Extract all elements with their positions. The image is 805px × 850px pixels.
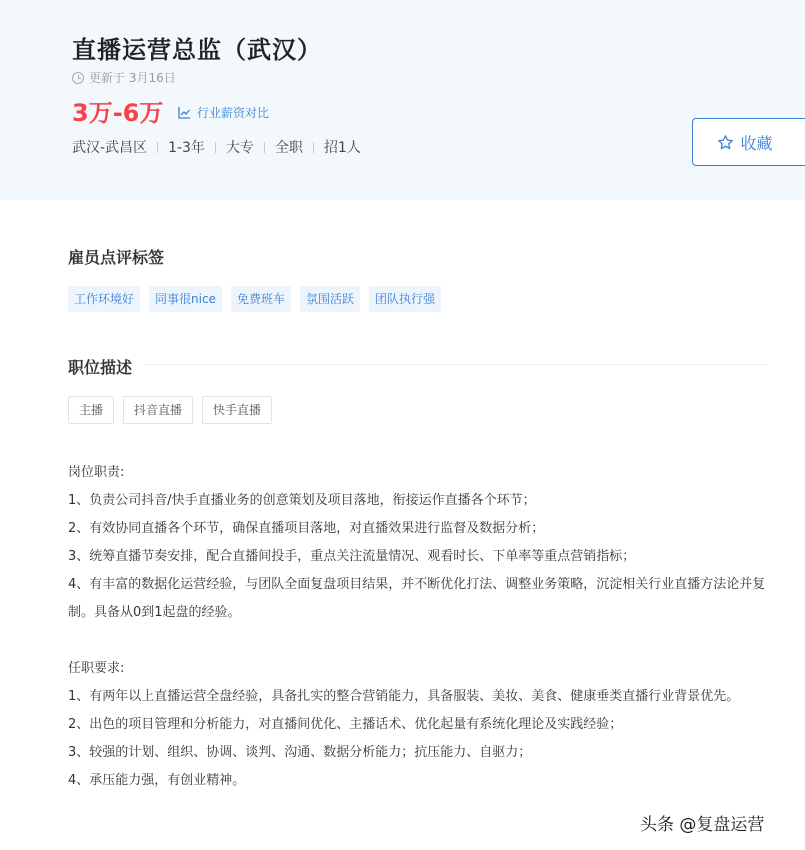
job-description-body: [68, 459, 770, 795]
meta-headcount: 招1人: [323, 140, 361, 156]
meta-job-type: 全职: [274, 140, 303, 156]
employer-tag: 团队执行强: [369, 286, 441, 312]
requirements-heading: 任职要求:: [68, 661, 125, 676]
meta-divider: [157, 142, 158, 153]
keyword-tags: [68, 396, 281, 424]
job-description-title: 职位描述: [68, 358, 133, 377]
updated-text: 更新于 3月16日: [89, 71, 176, 85]
paragraph-gap: [68, 627, 770, 655]
star-icon: [717, 134, 734, 151]
employer-tag: 氛围活跃: [300, 286, 360, 312]
employer-tags: [68, 286, 450, 312]
employer-tags-title: 雇员点评标签: [68, 248, 165, 267]
employer-tag: 工作环境好: [68, 286, 140, 312]
job-title: 直播运营总监（武汉）: [72, 36, 322, 64]
meta-divider: [264, 142, 265, 153]
clock-icon: [72, 72, 84, 84]
requirement-item: 2、出色的项目管理和分析能力，对直播间优化、主播话术、优化起量有系统化理论及实践经验；: [68, 717, 623, 732]
salary-compare-label: 行业薪资对比: [197, 106, 270, 120]
employer-tag: 同事很nice: [149, 286, 222, 312]
duty-item: 4、有丰富的数据化运营经验，与团队全面复盘项目结果，并不断优化打法、调整业务策略，沉淀相关行业直播方法论并复制。具备从0到1起盘的经验。: [68, 577, 766, 620]
updated-time: [72, 69, 176, 86]
salary-compare-link[interactable]: [178, 104, 269, 121]
employer-tag: 免费班车: [231, 286, 291, 312]
keyword-tag: 抖音直播: [123, 396, 193, 424]
meta-divider: [215, 142, 216, 153]
requirement-item: 1、有两年以上直播运营全盘经验，具备扎实的整合营销能力，具备服装、美妆、美食、健康垂类直播行业背景优先。: [68, 689, 740, 704]
watermark: 头条 @复盘运营: [640, 815, 765, 835]
job-meta: [72, 137, 361, 157]
duty-item: 2、有效协同直播各个环节，确保直播项目落地，对直播效果进行监督及数据分析；: [68, 521, 545, 536]
chart-icon: [178, 107, 191, 119]
favorite-label: 收藏: [740, 133, 773, 153]
meta-location: 武汉-武昌区: [72, 140, 148, 156]
keyword-tag: 快手直播: [202, 396, 272, 424]
section-divider: [146, 364, 768, 365]
keyword-tag: 主播: [68, 396, 114, 424]
requirement-item: 3、较强的计划、组织、协调、谈判、沟通、数据分析能力；抗压能力、自驱力；: [68, 745, 532, 760]
meta-divider: [313, 142, 314, 153]
job-header: [0, 0, 805, 200]
favorite-button[interactable]: [692, 118, 805, 166]
duty-item: 3、统筹直播节奏安排，配合直播间投手，重点关注流量情况、观看时长、下单率等重点营销指标；: [68, 549, 636, 564]
meta-experience: 1-3年: [168, 140, 205, 156]
salary: 3万-6万: [72, 99, 164, 127]
duties-heading: 岗位职责:: [68, 465, 125, 480]
meta-education: 大专: [225, 140, 254, 156]
duty-item: 1、负责公司抖音/快手直播业务的创意策划及项目落地，衔接运作直播各个环节；: [68, 493, 536, 508]
requirement-item: 4、承压能力强，有创业精神。: [68, 773, 246, 788]
